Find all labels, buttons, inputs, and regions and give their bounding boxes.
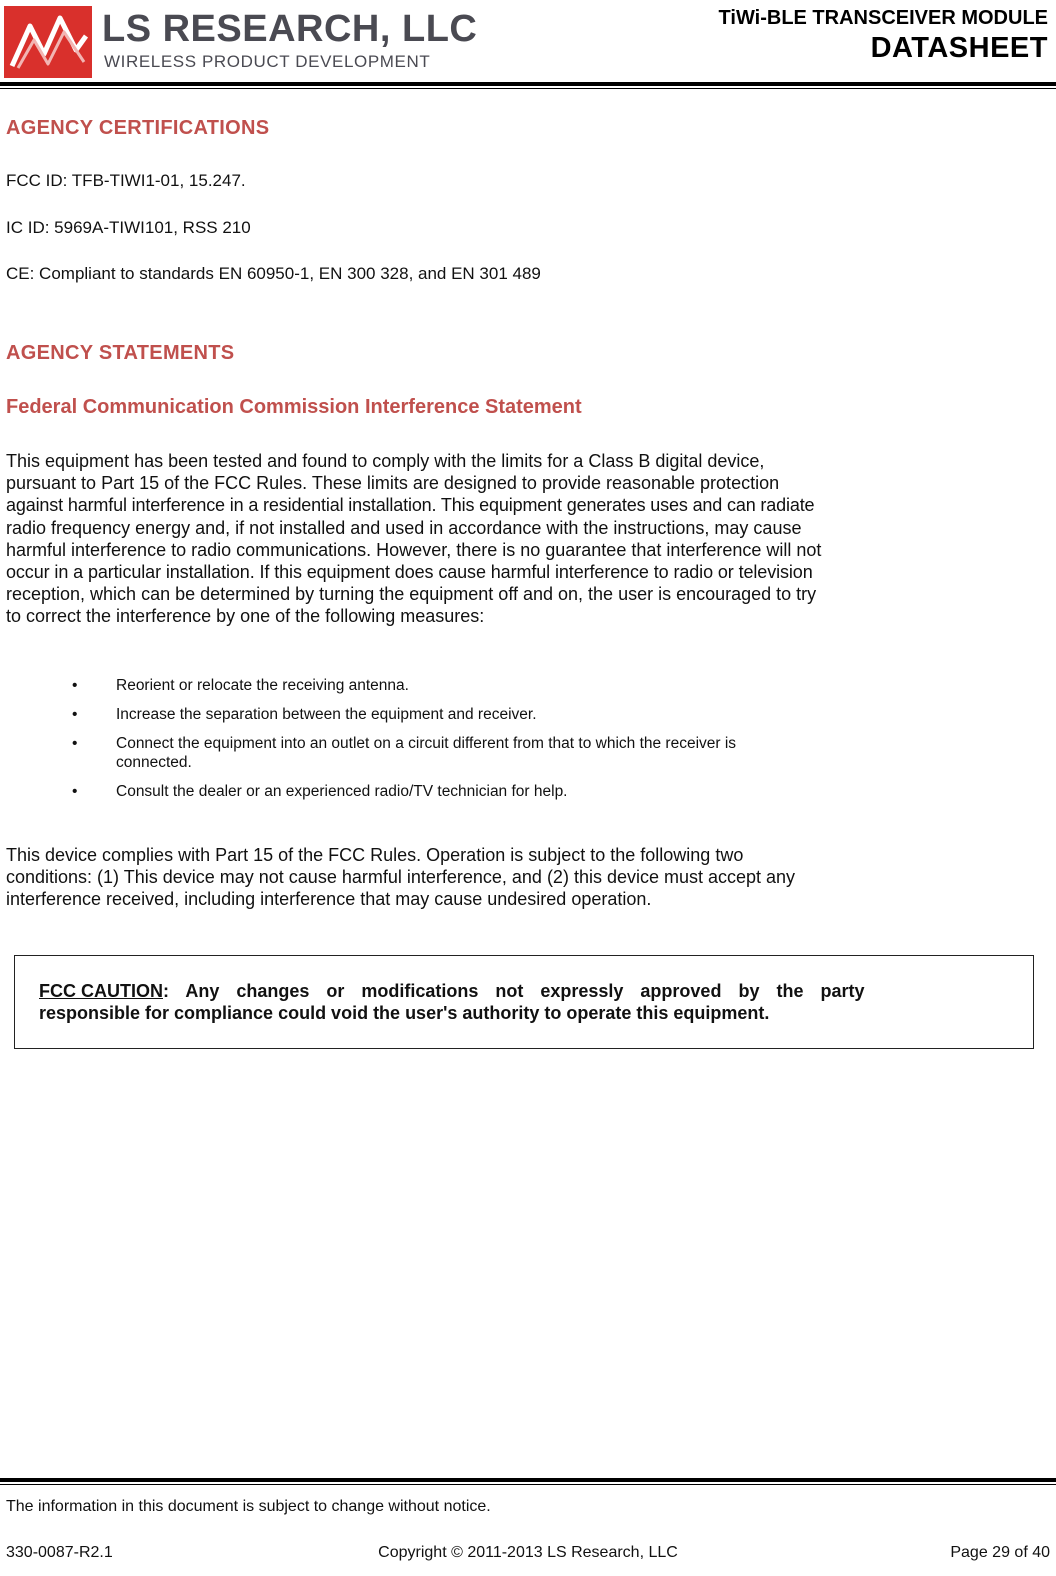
fcc-id: FCC ID: TFB-TIWI1-01, 15.247. xyxy=(6,171,246,190)
footer-notice: The information in this document is subject to change without notice. xyxy=(6,1498,491,1515)
list-item-text: Increase the separation between the equipment and receiver. xyxy=(116,706,537,723)
paragraph-line: interference received, including interference that may cause undesired operation. xyxy=(6,889,652,910)
paragraph-line: occur in a particular installation. If this equipment does cause harmful interference to radio or television xyxy=(6,562,813,583)
document-number: 330-0087-R2.1 xyxy=(6,1544,113,1561)
paragraph-line: radio frequency energy and, if not installed and used in accordance with the instructions, may cause xyxy=(6,517,802,538)
fcc-caution-box xyxy=(14,955,1034,1049)
document-title-datasheet: DATASHEET xyxy=(870,32,1048,64)
list-item-text: connected. xyxy=(116,754,192,771)
copyright: Copyright © 2011-2013 LS Research, LLC xyxy=(378,1544,678,1561)
list-item xyxy=(0,705,1056,724)
list-item-text: Connect the equipment into an outlet on a circuit different from that to which the receiver is xyxy=(116,735,737,752)
fcc-caution-text xyxy=(39,980,1009,1024)
fcc-statement-paragraph xyxy=(6,450,1054,628)
bullet-icon: • xyxy=(72,735,78,752)
paragraph-line: against harmful interference in a residential installation. This equipment generates uses and can radiate xyxy=(6,495,815,516)
paragraph-line: to correct the interference by one of the following measures: xyxy=(6,606,485,627)
paragraph-line: pursuant to Part 15 of the FCC Rules. These limits are designed to provide reasonable protection xyxy=(6,473,780,494)
statements-heading: AGENCY STATEMENTS xyxy=(6,342,235,364)
fcc-caution-line2: responsible for compliance could void the user's authority to operate this equipment. xyxy=(39,1003,770,1023)
interference-measures-list xyxy=(0,676,1056,811)
fcc-caution-line1 xyxy=(39,980,864,1002)
page-number: Page 29 of 40 xyxy=(950,1544,1050,1561)
list-item xyxy=(0,734,1056,772)
list-item xyxy=(0,782,1056,801)
bullet-icon: • xyxy=(72,677,78,694)
document-title-module: TiWi-BLE TRANSCEIVER MODULE xyxy=(718,7,1048,29)
paragraph-line: conditions: (1) This device may not cause harmful interference, and (2) this device must accept any xyxy=(6,867,796,888)
fcc-caution-line1-rest: : Any changes or modifications not expressly approved by the party xyxy=(163,981,865,1001)
list-item-text: Consult the dealer or an experienced radio/TV technician for help. xyxy=(116,783,568,800)
paragraph-line: reception, which can be determined by turning the equipment off and on, the user is encouraged to try xyxy=(6,584,817,605)
fcc-statement-subheading: Federal Communication Commission Interference Statement xyxy=(6,396,582,418)
header-rule-thin xyxy=(0,88,1056,89)
list-item xyxy=(0,676,1056,695)
paragraph-line: This device complies with Part 15 of the FCC Rules. Operation is subject to the following two xyxy=(6,845,744,865)
list-item-text: Reorient or relocate the receiving antenna. xyxy=(116,677,409,694)
document-title xyxy=(719,6,1048,66)
footer-rule xyxy=(0,1478,1056,1482)
fcc-caution-line xyxy=(39,980,1009,1002)
certifications-heading: AGENCY CERTIFICATIONS xyxy=(6,117,270,139)
company-tagline: WIRELESS PRODUCT DEVELOPMENT xyxy=(104,52,431,71)
paragraph-line: harmful interference to radio communications. However, there is no guarantee that interference will not xyxy=(6,539,822,560)
company-logo xyxy=(4,6,478,78)
bullet-icon: • xyxy=(72,783,78,800)
paragraph-line: This equipment has been tested and found to comply with the limits for a Class B digital device, xyxy=(6,451,765,471)
bullet-icon: • xyxy=(72,706,78,723)
footer-rule-thin xyxy=(0,1484,1056,1485)
fcc-caution-label: FCC CAUTION xyxy=(39,981,163,1001)
ls-research-logo-icon xyxy=(4,6,92,78)
company-name: LS RESEARCH, LLC xyxy=(102,8,478,50)
header-rule xyxy=(0,82,1056,86)
page-header xyxy=(0,0,1056,84)
ic-id: IC ID: 5969A-TIWI101, RSS 210 xyxy=(6,218,251,237)
ce-compliance: CE: Compliant to standards EN 60950-1, EN 300 328, and EN 301 489 xyxy=(6,264,541,283)
part15-paragraph xyxy=(6,844,1054,911)
